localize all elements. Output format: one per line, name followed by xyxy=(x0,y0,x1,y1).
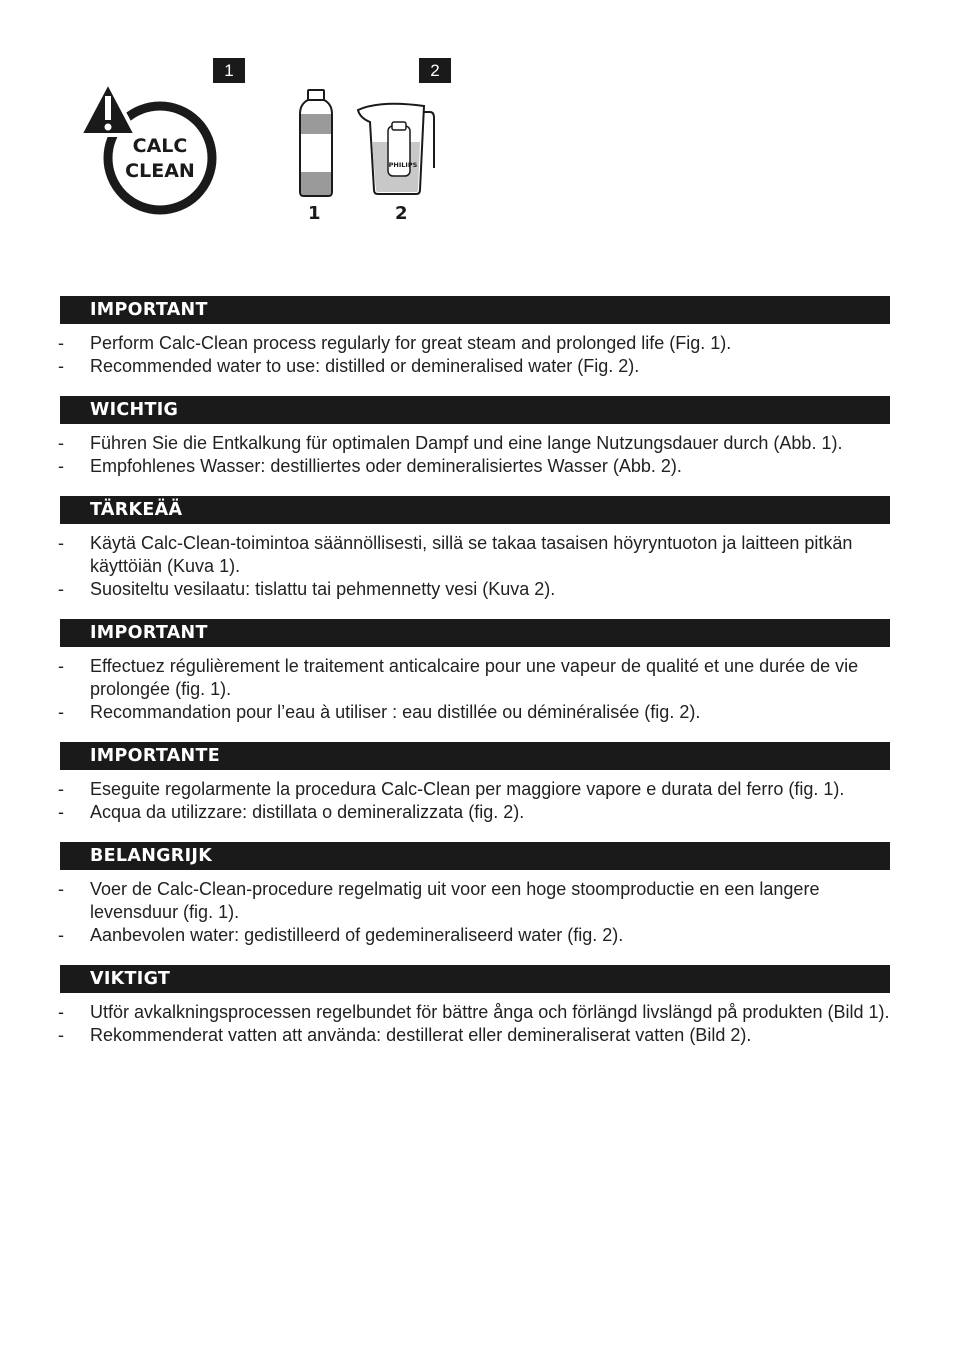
item-list xyxy=(0,878,954,947)
list-item xyxy=(0,801,900,824)
figure-1-badge: 1 xyxy=(213,58,245,83)
list-item xyxy=(0,455,900,478)
bullet-dash: - xyxy=(58,779,64,799)
item-text: Recommandation pour l’eau à utiliser : eau distillée ou déminéralisée (fig. 2). xyxy=(90,702,701,722)
figure-2-number: 2 xyxy=(395,203,408,224)
item-text: Acqua da utilizzare: distillata o demineralizzata (fig. 2). xyxy=(90,802,525,822)
item-list xyxy=(0,432,954,478)
section-italian xyxy=(0,742,954,824)
item-text: Führen Sie die Entkalkung für optimalen Dampf und eine lange Nutzungsdauer durch (Abb. 1). xyxy=(90,433,843,453)
clean-label: CLEAN xyxy=(125,160,195,182)
section-finnish xyxy=(0,496,954,601)
item-text: Rekommenderat vatten att använda: destillerat eller demineraliserat vatten (Bild 2). xyxy=(90,1025,752,1045)
item-text: Aanbevolen water: gedistilleerd of gedemineraliseerd water (fig. 2). xyxy=(90,925,624,945)
section-header: IMPORTANT xyxy=(60,296,890,324)
bullet-dash: - xyxy=(58,456,64,476)
list-item xyxy=(0,332,900,355)
bullet-dash: - xyxy=(58,356,64,376)
item-list xyxy=(0,1001,954,1047)
section-header: VIKTIGT xyxy=(60,965,890,993)
list-item xyxy=(0,355,900,378)
item-text: Voer de Calc-Clean-procedure regelmatig uit voor een hoge stoomproductie en een langere levensduur (fig. 1). xyxy=(90,879,820,922)
list-item xyxy=(0,778,900,801)
item-text: Utför avkalkningsprocessen regelbundet för bättre ånga och förlängd livslängd på produkten (Bild 1). xyxy=(90,1002,890,1022)
section-dutch xyxy=(0,842,954,947)
item-list xyxy=(0,655,954,724)
item-text: Recommended water to use: distilled or demineralised water (Fig. 2). xyxy=(90,356,640,376)
section-header: TÄRKEÄÄ xyxy=(60,496,890,524)
list-item xyxy=(0,701,900,724)
section-swedish xyxy=(0,965,954,1047)
section-header: IMPORTANT xyxy=(60,619,890,647)
content xyxy=(0,296,954,1065)
bullet-dash: - xyxy=(58,333,64,353)
item-text: Empfohlenes Wasser: destilliertes oder demineralisiertes Wasser (Abb. 2). xyxy=(90,456,682,476)
item-text: Perform Calc-Clean process regularly for great steam and prolonged life (Fig. 1). xyxy=(90,333,732,353)
bullet-dash: - xyxy=(58,433,64,453)
list-item xyxy=(0,532,900,578)
section-header: IMPORTANTE xyxy=(60,742,890,770)
section-header: WICHTIG xyxy=(60,396,890,424)
item-text: Effectuez régulièrement le traitement anticalcaire pour une vapeur de qualité et une durée de vie prolongée (fig. 1). xyxy=(90,656,859,699)
list-item xyxy=(0,655,900,701)
calc-clean-warning-icon xyxy=(80,80,220,220)
item-list xyxy=(0,532,954,601)
item-text: Suositeltu vesilaatu: tislattu tai pehmennetty vesi (Kuva 2). xyxy=(90,579,556,599)
item-text: Eseguite regolarmente la procedura Calc-Clean per maggiore vapore e durata del ferro (fig. 1). xyxy=(90,779,845,799)
calc-label: CALC xyxy=(132,135,188,157)
bullet-dash: - xyxy=(58,925,64,945)
bullet-dash: - xyxy=(58,802,64,822)
bullet-dash: - xyxy=(58,879,64,899)
list-item xyxy=(0,1001,900,1024)
list-item xyxy=(0,432,900,455)
item-list xyxy=(0,332,954,378)
bullet-dash: - xyxy=(58,656,64,676)
list-item xyxy=(0,1024,900,1047)
bullet-dash: - xyxy=(58,533,64,553)
section-header: BELANGRIJK xyxy=(60,842,890,870)
section-english xyxy=(0,296,954,378)
jug-brand-label: PHILIPS xyxy=(388,161,418,169)
item-list xyxy=(0,778,954,824)
bullet-dash: - xyxy=(58,1002,64,1022)
bullet-dash: - xyxy=(58,579,64,599)
bullet-dash: - xyxy=(58,1025,64,1045)
figure-1-number: 1 xyxy=(308,203,321,224)
figure-2-badge: 2 xyxy=(419,58,451,83)
item-text: Käytä Calc-Clean-toimintoa säännöllisesti, sillä se takaa tasaisen höyryntuoton ja laitteen pitkän käyttöiän (Kuva 1). xyxy=(90,533,853,576)
list-item xyxy=(0,578,900,601)
list-item xyxy=(0,924,900,947)
bullet-dash: - xyxy=(58,702,64,722)
section-french xyxy=(0,619,954,724)
section-german xyxy=(0,396,954,478)
list-item xyxy=(0,878,900,924)
